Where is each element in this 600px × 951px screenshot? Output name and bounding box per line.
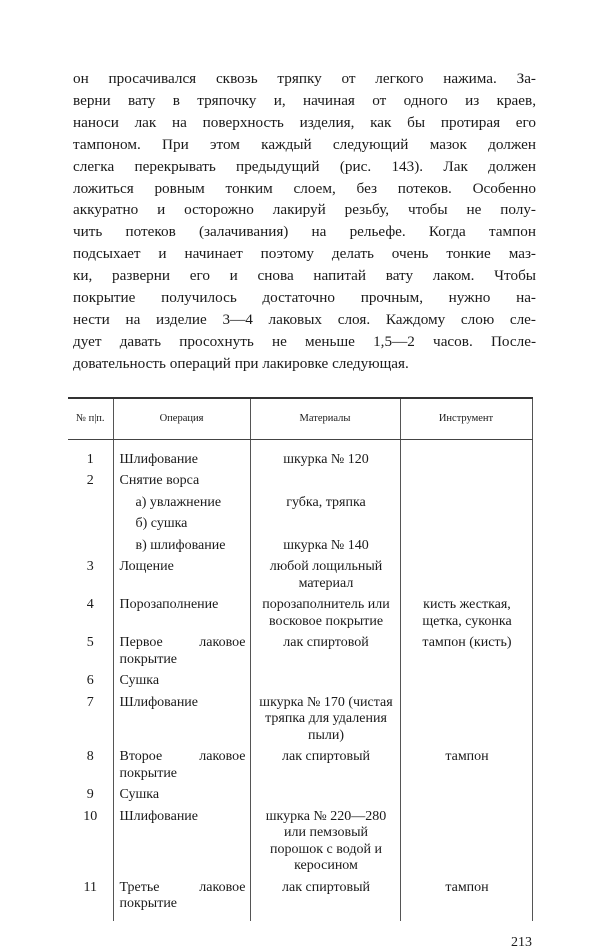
header-number: № п|п. xyxy=(68,398,113,440)
table-cell-num: 1 xyxy=(86,451,94,467)
table-cell-op: Второе лаковое покрытие xyxy=(113,747,250,785)
table-cell-num: 3 xyxy=(86,559,94,575)
paragraph-line: аккуратно и осторожно лакируй резьбу, чтобы не полу- xyxy=(73,201,536,219)
table-cell-op: б) сушка xyxy=(113,514,250,536)
table-cell-mat xyxy=(250,514,400,536)
table-cell-mat: лак спиртовый xyxy=(250,878,400,921)
table-cell-tool: кисть жесткая, щетка, суконка xyxy=(400,595,532,633)
paragraph-line: покрытие получилось достаточно прочным, нужно на- xyxy=(73,289,536,307)
paragraph-line: ложиться ровным тонким слоем, без потеков. Особенно xyxy=(73,179,536,197)
table-row xyxy=(68,807,532,878)
table-cell-tool xyxy=(400,471,532,493)
table-cell-tool xyxy=(400,785,532,807)
table-cell-op: а) увлажнение xyxy=(113,493,250,515)
body-paragraph xyxy=(73,68,536,375)
table-row xyxy=(68,493,532,515)
paragraph-line: тампоном. При этом каждый следующий мазок должен xyxy=(73,135,536,153)
table-cell-tool xyxy=(400,807,532,878)
table-cell-mat: шкурка № 140 xyxy=(250,536,400,558)
table-cell-mat xyxy=(250,471,400,493)
paragraph-line: ки, разверни его и снова напитай вату лаком. Чтобы xyxy=(73,267,536,285)
header-tool: Инструмент xyxy=(400,398,532,440)
table-cell-num: 4 xyxy=(86,597,94,613)
paragraph-line: довательность операций при лакировке следующая. xyxy=(73,354,409,372)
table-cell-num: 2 xyxy=(86,473,94,489)
table-cell-num: 5 xyxy=(86,635,94,651)
table-cell-num: 11 xyxy=(83,879,97,895)
paragraph-line: он просачивался сквозь тряпку от легкого нажима. За- xyxy=(73,70,536,87)
table-cell-tool: тампон (кисть) xyxy=(400,633,532,671)
table-cell-mat: шкурка № 120 xyxy=(250,439,400,471)
table-cell-tool: тампон xyxy=(400,747,532,785)
table-cell-mat xyxy=(250,785,400,807)
table-cell-op: Первое лаковое покрытие xyxy=(113,633,250,671)
table-cell-mat: лак спиртовый xyxy=(250,747,400,785)
table-cell-tool: тампон xyxy=(400,878,532,921)
table-cell-mat: любой лощильный материал xyxy=(250,557,400,595)
table-cell-tool xyxy=(400,514,532,536)
table-cell-num: 6 xyxy=(86,673,94,689)
table-row xyxy=(68,439,532,471)
table-cell-mat: порозаполнитель или восковое покрытие xyxy=(250,595,400,633)
table-cell-op: в) шлифование xyxy=(113,536,250,558)
table-row xyxy=(68,671,532,693)
table-cell-op: Порозаполнение xyxy=(113,595,250,633)
table-row xyxy=(68,514,532,536)
table-row xyxy=(68,536,532,558)
table-cell-mat: шкурка № 170 (чистая тряпка для удаления пыли) xyxy=(250,693,400,748)
table-cell-num xyxy=(68,536,113,558)
table-cell-tool xyxy=(400,671,532,693)
header-materials: Материалы xyxy=(250,398,400,440)
table-cell-num: 9 xyxy=(86,787,94,803)
table-row xyxy=(68,693,532,748)
page-number: 213 xyxy=(511,934,532,950)
table-cell-mat xyxy=(250,671,400,693)
paragraph-line: слегка перекрывать предыдущий (рис. 143). Лак должен xyxy=(73,157,536,175)
table-cell-op: Лощение xyxy=(113,557,250,595)
table-cell-mat: шкурка № 220—280 или пемзовый порошок с водой и керосином xyxy=(250,807,400,878)
table-cell-op: Шлифование xyxy=(113,693,250,748)
paragraph-line: нести на изделие 3—4 лаковых слоя. Каждому слою сле- xyxy=(73,310,536,328)
table-cell-op: Шлифование xyxy=(113,439,250,471)
table-cell-op: Снятие ворса xyxy=(113,471,250,493)
table-cell-tool xyxy=(400,536,532,558)
header-operation: Операция xyxy=(113,398,250,440)
table-row xyxy=(68,471,532,493)
table-cell-op: Шлифование xyxy=(113,807,250,878)
table-cell-tool xyxy=(400,557,532,595)
table-cell-num xyxy=(68,514,113,536)
table-cell-op: Сушка xyxy=(113,671,250,693)
paragraph-line: наноси лак на поверхность изделия, как бы протирая его xyxy=(73,113,536,131)
paragraph-line: верни вату в тряпочку и, начиная от одного из краев, xyxy=(73,91,536,109)
table-row xyxy=(68,557,532,595)
table-cell-num: 10 xyxy=(83,808,98,824)
table-cell-mat: губка, тряпка xyxy=(250,493,400,515)
table-cell-tool xyxy=(400,439,532,471)
table-cell-num: 8 xyxy=(86,749,94,765)
table-cell-tool xyxy=(400,493,532,515)
table-cell-tool xyxy=(400,693,532,748)
table-row xyxy=(68,878,532,921)
paragraph-line: дует давать просохнуть не меньше 1,5—2 часов. После- xyxy=(73,332,536,350)
table-cell-op: Сушка xyxy=(113,785,250,807)
table-cell-mat: лак спиртовой xyxy=(250,633,400,671)
table-cell-op: Третье лаковое покрытие xyxy=(113,878,250,921)
page-content xyxy=(68,68,536,951)
table-cell-num: 7 xyxy=(86,694,94,710)
operations-table xyxy=(68,397,533,921)
table-row xyxy=(68,785,532,807)
table-row xyxy=(68,595,532,633)
paragraph-line: чить потеков (залачивания) на рельефе. Когда тампон xyxy=(73,223,536,241)
table-row xyxy=(68,747,532,785)
table-cell-num xyxy=(68,493,113,515)
table-header-row xyxy=(68,398,532,440)
table-row xyxy=(68,633,532,671)
paragraph-line: подсыхает и начинает поэтому делать очень тонкие маз- xyxy=(73,245,536,263)
